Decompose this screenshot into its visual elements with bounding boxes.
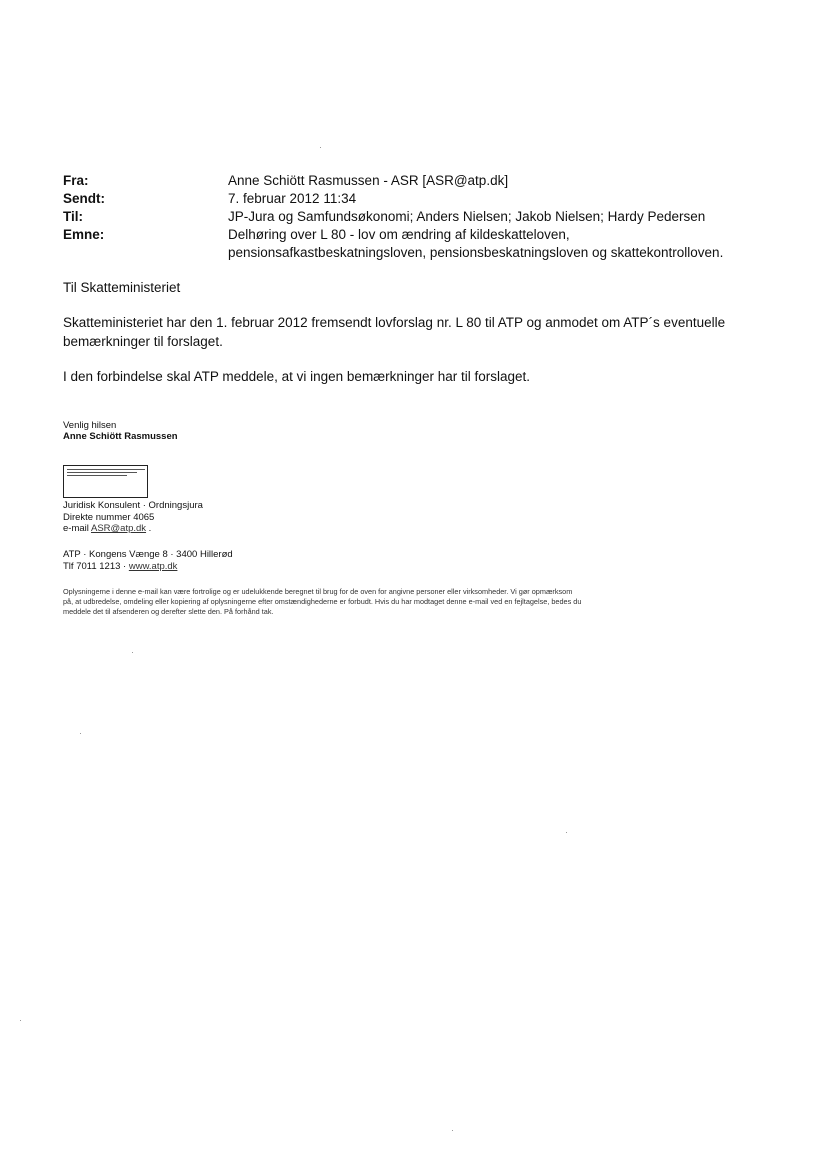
sent-label: Sendt: <box>63 191 105 206</box>
email-header <box>63 172 763 262</box>
header-row-to <box>63 208 763 226</box>
header-row-subject <box>63 226 763 262</box>
scan-speck <box>80 733 81 734</box>
scan-speck <box>132 652 133 653</box>
scan-speck <box>20 1020 21 1021</box>
direct-number: Direkte nummer 4065 <box>63 511 155 523</box>
contact-block <box>63 500 203 535</box>
to-label: Til: <box>63 209 83 224</box>
body-paragraph-2: I den forbindelse skal ATP meddele, at vi ingen bemærkninger har til forslaget. <box>63 369 531 384</box>
logo-line <box>67 475 127 476</box>
job-title: Juridisk Konsulent · Ordningsjura <box>63 500 203 511</box>
body-paragraph-1 <box>63 313 763 351</box>
email-link[interactable]: ASR@atp.dk <box>90 523 147 534</box>
phone-line <box>63 561 233 573</box>
email-suffix: . <box>146 523 152 534</box>
website-link[interactable]: www.atp.dk <box>128 560 178 572</box>
signature-name: Anne Schiött Rasmussen <box>63 431 178 442</box>
address-block <box>63 549 233 572</box>
subject-line-1: Delhøring over L 80 - lov om ændring af kildeskatteloven, <box>228 227 570 242</box>
logo-line <box>67 472 137 473</box>
paragraph-1-line-1: Skatteministeriet har den 1. februar 2012 fremsendt lovforslag nr. L 80 til ATP og anmodet om ATP´s eventuelle <box>63 315 726 330</box>
logo-placeholder-image <box>63 465 148 498</box>
header-row-sent <box>63 190 763 208</box>
confidentiality-disclaimer <box>63 587 753 617</box>
from-label: Fra: <box>63 173 89 188</box>
header-row-from <box>63 172 763 190</box>
address-line: ATP · Kongens Vænge 8 · 3400 Hillerød <box>63 549 233 560</box>
subject-line-2: pensionsafkastbeskatningsloven, pensionsbeskatningsloven og skattekontrolloven. <box>228 245 724 260</box>
greeting: Til Skatteministeriet <box>63 280 181 295</box>
email-line <box>63 523 203 535</box>
phone-prefix: Tlf 7011 1213 · <box>63 560 129 572</box>
disclaimer-line-1: Oplysningerne i denne e-mail kan være fortrolige og er udelukkende beregnet til brug for de oven for angivne personer eller virksomheder. Vi gør opmærksom <box>63 587 573 596</box>
from-value: Anne Schiött Rasmussen - ASR [ASR@atp.dk] <box>228 173 509 188</box>
sent-value: 7. februar 2012 11:34 <box>228 191 357 206</box>
subject-label: Emne: <box>63 227 105 242</box>
disclaimer-line-2: på, at udbredelse, omdeling eller kopiering af oplysningerne efter omstændighederne er forbudt. Hvis du har modtaget denne e-mail ved en fejltagelse, bedes du <box>63 597 582 606</box>
subject-value <box>228 226 763 262</box>
closing: Venlig hilsen <box>63 420 117 431</box>
scan-speck <box>566 832 567 833</box>
scan-speck <box>452 1130 453 1131</box>
logo-line <box>67 469 145 470</box>
disclaimer-line-3: meddele det til afsenderen og derefter slette den. På forhånd tak. <box>63 607 274 616</box>
paragraph-1-line-2: bemærkninger til forslaget. <box>63 334 223 349</box>
to-value: JP-Jura og Samfundsøkonomi; Anders Nielsen; Jakob Nielsen; Hardy Pedersen <box>228 209 706 224</box>
scan-speck <box>320 147 321 148</box>
email-prefix: e-mail <box>63 523 91 534</box>
signature-block <box>63 420 178 442</box>
